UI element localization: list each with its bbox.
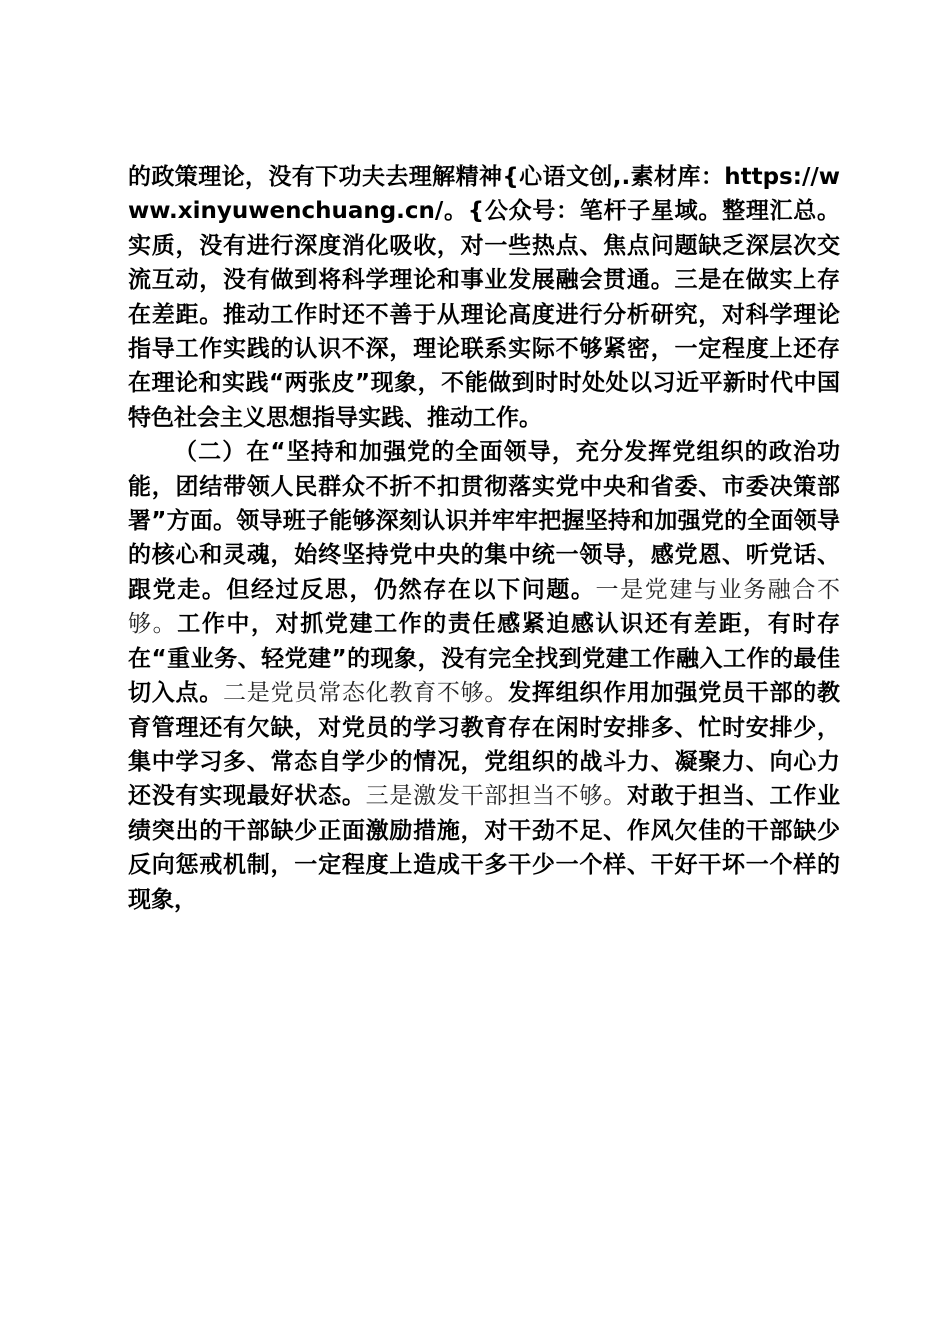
issue-3-body: 对敢于担当、工作业绩突出的干部缺少正面激励措施，对干劲不足、作风欠佳的干部缺少反向惩戒机制，一定程度上造成干多干少一个样、干好干坏一个样的现象，	[128, 783, 841, 913]
paragraph-theory-study	[128, 160, 840, 435]
issue-2-body: 发挥组织作用加强党员干部的教育管理还有欠缺，对党员的学习教育存在闲时安排多、忙时安排少，集中学习多、常态自学少的情况，党组织的战斗力、凝聚力、向心力还没有实现最好状态。	[128, 680, 841, 810]
paragraph-party-leadership	[128, 435, 840, 917]
issue-1-heading: 一是党建与业务融合不够。	[128, 576, 841, 638]
issue-3-heading: 三是激发干部担当不够。	[365, 783, 627, 810]
document-body	[128, 160, 840, 917]
issue-1-body: 工作中，对抓党建工作的责任感紧迫感认识还有差距，有时存在“重业务、轻党建”的现象，没有完全找到党建工作融入工作的最佳切入点。	[128, 611, 841, 707]
issue-2-heading: 二是党员常态化教育不够。	[223, 680, 509, 707]
paragraph-1-text: 的政策理论，没有下功夫去理解精神{心语文创,.素材库：https://www.xinyuwenchuang.cn/。{公众号：笔杆子星域。整理汇总。实质，没有进行深度消化吸收，对一些热点、焦点问题缺乏深层次交流互动，没有做到将科学理论和事业发展融会贯通。三是在做实上存在差距。推动工作时还不善于从理论高度进行分析研究，对科学理论指导工作实践的认识不深，理论联系实际不够紧密，一定程度上还存在理论和实践“两张皮”现象，不能做到时时处处以习近平新时代中国特色社会主义思想指导实践、推动工作。	[128, 164, 840, 431]
paragraph-2-intro: （二）在“坚持和加强党的全面领导，充分发挥党组织的政治功能，团结带领人民群众不折不扣贯彻落实党中央和省委、市委决策部署”方面。领导班子能够深刻认识并牢牢把握坚持和加强党的全面领导的核心和灵魂，始终坚持党中央的集中统一领导，感党恩、听党话、跟党走。但经过反思，仍然存在以下问题。	[128, 439, 840, 603]
